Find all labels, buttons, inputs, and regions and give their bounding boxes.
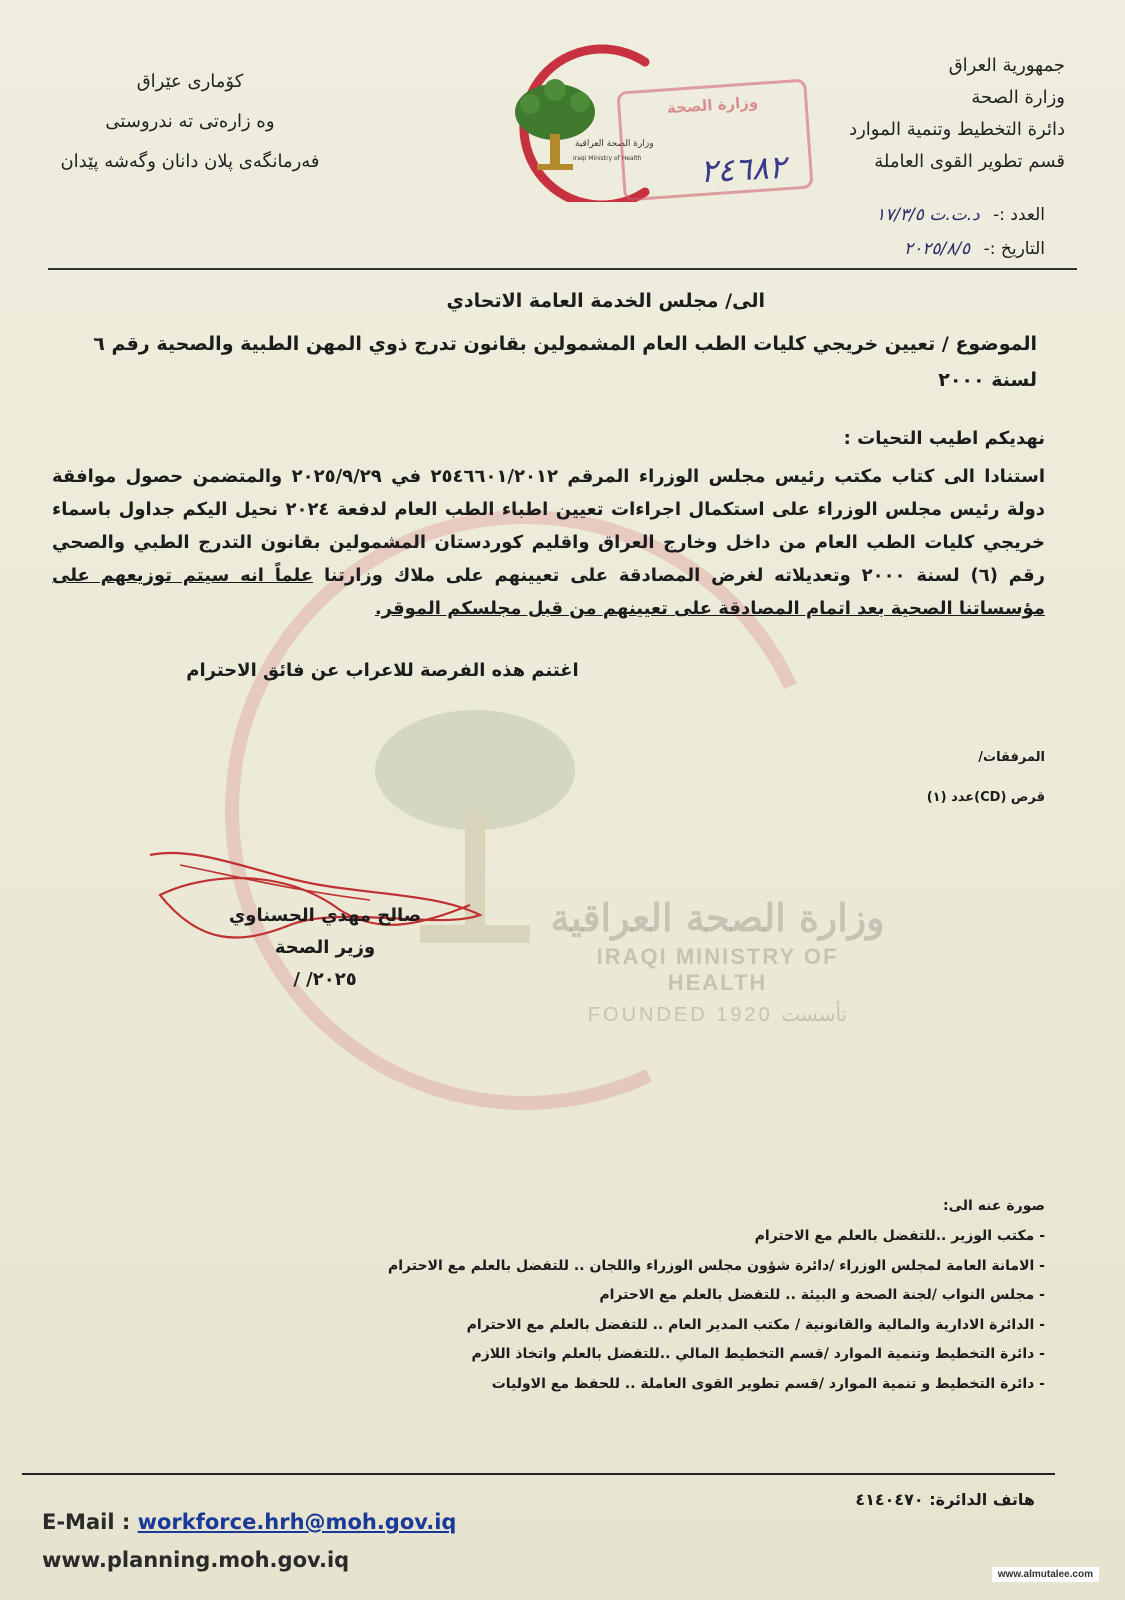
footer-divider [22,1473,1055,1475]
logo-caption-ar: وزارة الصحة العراقية [575,139,654,149]
closing-line: اغتنم هذه الفرصة للاعراب عن فائق الاحترام [186,660,579,681]
cc-item: - الدائرة الادارية والمالية والقانونية / مكتب المدير العام .. للتفضل بالعلم مع الاحترام [466,1316,1045,1333]
header-line: قسم تطوير القوى العاملة [874,151,1065,172]
cc-list [325,1222,1045,1399]
stamp-text: وزارة الصحة [666,92,759,118]
email-line [42,1510,456,1534]
attachments-label: المرفقات/ [978,750,1045,765]
watermark-english: IRAQI MINISTRY OF HEALTH [596,944,839,995]
reference-date-value: ٢٠٢٥/٨/٥ [903,239,971,259]
watermark-founded: FOUNDED 1920 تأسست [587,1004,848,1026]
email-label: E-Mail : [42,1510,131,1534]
cc-item: - دائرة التخطيط و تنمية الموارد /قسم تطوير القوى العاملة .. للحفظ مع الاوليات [491,1375,1045,1392]
cc-item: - دائرة التخطيط وتنمية الموارد /قسم التخطيط المالي ..للتفضل بالعلم واتخاذ اللازم [471,1346,1045,1362]
email-link[interactable]: workforce.hrh@moh.gov.iq [137,1510,457,1534]
header-kurdish [30,62,350,182]
website-link[interactable]: www.planning.moh.gov.iq [42,1548,350,1572]
header-line: وه زارەتی تە ندروستی [105,111,275,132]
body-main-text: استنادا الى كتاب مكتب رئيس مجلس الوزراء المرقم ٢٥٤٦٦٠١/٢٠١٢ في ٢٠٢٥/٩/٢٩ والمتضمن حصول موافقة دولة رئيس مجلس الوزراء على استكمال اجراءات تعيين اطباء الطب العام لدفعة ٢٠٢٤ نحيل اليكم جداول باسماء خريجي كليات الطب العام من داخل وخارج العراق واقليم كوردستان المشمولين بقانون التدرج الطبي والصحي رقم (٦) لسنة ٢٠٠٠ وتعديلاته لغرض المصادقة على تعيينهم على ملاك وزارتنا [52,466,1046,586]
header-line: وزارة الصحة [971,87,1065,108]
watermark-arabic: وزارة الصحة العراقية [550,895,885,940]
reference-date [745,232,1045,266]
header-arabic [785,50,1065,178]
signatory-title: وزير الصحة [274,937,376,958]
signature-block [205,900,445,996]
reference-date-label: التاريخ :- [983,239,1045,259]
header-line: جمهورية العراق [948,55,1065,76]
reference-number-label: العدد :- [993,205,1045,225]
header-divider [48,268,1077,270]
header-line: كۆماری عێراق [136,71,244,92]
letter-body [52,460,1045,625]
signature-date: ٢٠٢٥/ / [293,969,357,990]
department-phone: هاتف الدائرة: ٤١٤٠٤٧٠ [855,1490,1035,1509]
subject-line: الموضوع / تعيين خريجي كليات الطب العام المشمولين بقانون تدرج ذوي المهن الطبية والصحية رقم ٦ لسنة ٢٠٠٠ [93,333,1037,391]
greeting: نهديكم اطيب التحيات : [843,428,1045,449]
reference-number-value: د.ت.ت ١٧/٣/٥ [875,205,980,225]
attachment-item: قرص (CD)عدد (١) [926,790,1045,805]
logo-caption-en: Iraqi Ministry of Health [573,155,642,162]
reference-block [745,198,1045,266]
stamp-number: ٢٤٦٨٢ [699,147,787,191]
cc-item: - الامانة العامة لمجلس الوزراء /دائرة شؤون مجلس الوزراء واللجان .. للتفضل بالعلم مع الاحترام [387,1257,1045,1274]
body-underlined-text: علماً انه سيتم توزيعهم على مؤسساتنا الصحية بعد اتمام المصادقة على تعيينهم من قبل مجلسكم الموقر. [52,565,1045,619]
addressee: الى/ مجلس الخدمة العامة الاتحادي [446,290,765,312]
cc-title: صورة عنه الى: [943,1198,1045,1214]
watermark-text [545,895,890,1027]
site-watermark-tag: www.almutalee.com [992,1567,1099,1582]
header-line: فەرمانگەی پلان دانان وگەشە پێدان [60,151,320,172]
cc-item: - مجلس النواب /لجنة الصحة و البيئة .. للتفضل بالعلم مع الاحترام [599,1287,1045,1303]
header-line: دائرة التخطيط وتنمية الموارد [849,119,1065,140]
cc-item: - مكتب الوزير ..للتفضل بالعلم مع الاحترام [754,1228,1045,1244]
reference-number [745,198,1045,232]
signatory-name: صالح مهدي الحسناوي [228,905,422,926]
